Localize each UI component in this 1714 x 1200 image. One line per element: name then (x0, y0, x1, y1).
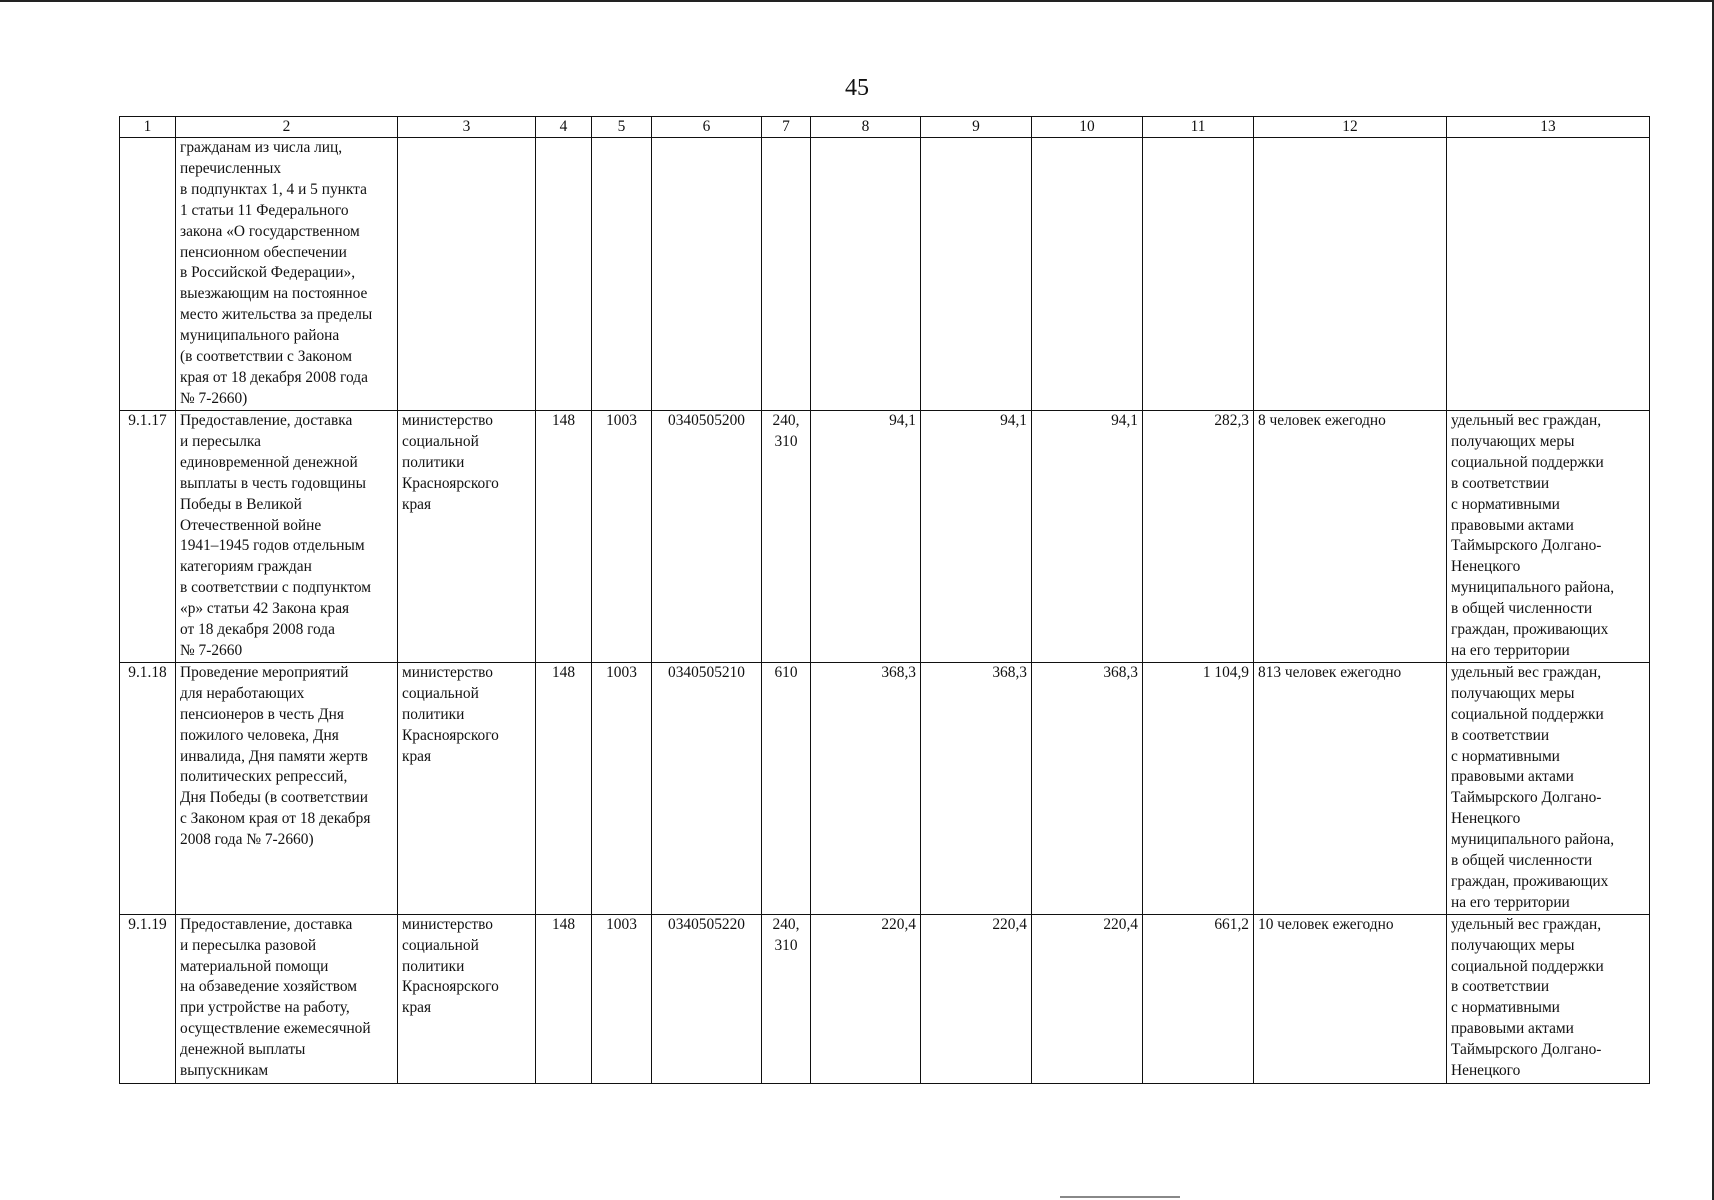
table-row-9-1-17 (120, 411, 1650, 663)
total-amount-cell: 282,3 (1143, 411, 1254, 663)
expected-result-cell: 10 человек ежегодно (1254, 914, 1447, 1083)
row-number-cell: 9.1.19 (120, 914, 176, 1083)
amount-cell (811, 138, 921, 411)
amount-cell: 94,1 (921, 411, 1032, 663)
row-number-cell: 9.1.18 (120, 662, 176, 914)
code-vr-cell: 610 (762, 662, 811, 914)
amount-cell: 94,1 (811, 411, 921, 663)
code-csr-cell: 0340505210 (652, 662, 762, 914)
column-header: 3 (398, 117, 536, 138)
table-row-9-1-18 (120, 662, 1650, 914)
total-amount-cell: 1 104,9 (1143, 662, 1254, 914)
amount-cell (1032, 138, 1143, 411)
indicator-cell: удельный вес граждан, получающих меры социальной поддержки в соответствии с нормативными правовыми актами Таймырского Долгано- Ненецкого (1447, 914, 1650, 1083)
code-gr-cell: 148 (536, 914, 592, 1083)
column-header: 8 (811, 117, 921, 138)
administrator-cell: министерство социальной политики Красноярского края (398, 914, 536, 1083)
column-header: 10 (1032, 117, 1143, 138)
administrator-cell: министерство социальной политики Красноярского края (398, 411, 536, 663)
code-gr-cell: 148 (536, 411, 592, 663)
expected-result-cell: 813 человек ежегодно (1254, 662, 1447, 914)
scan-artifact (1060, 1196, 1180, 1198)
activity-name-cell: гражданам из числа лиц, перечисленных в подпунктах 1, 4 и 5 пункта 1 статьи 11 Федерального закона «О государственном пенсионном обеспечении в Российской Федерации», выезжающим на постоянное место жительства за пределы муниципального района (в соответствии с Законом края от 18 декабря 2008 года № 7-2660) (176, 138, 398, 411)
administrator-cell (398, 138, 536, 411)
column-header: 9 (921, 117, 1032, 138)
indicator-cell: удельный вес граждан, получающих меры социальной поддержки в соответствии с нормативными правовыми актами Таймырского Долгано- Ненецкого муниципального района, в общей численности граждан, проживающих на его территории (1447, 662, 1650, 914)
column-header: 2 (176, 117, 398, 138)
code-csr-cell: 0340505220 (652, 914, 762, 1083)
column-header: 7 (762, 117, 811, 138)
amount-cell: 220,4 (921, 914, 1032, 1083)
column-header: 1 (120, 117, 176, 138)
indicator-cell (1447, 138, 1650, 411)
amount-cell: 368,3 (921, 662, 1032, 914)
code-rzpr-cell: 1003 (592, 411, 652, 663)
column-header: 4 (536, 117, 592, 138)
expected-result-cell: 8 человек ежегодно (1254, 411, 1447, 663)
activity-name-cell: Предоставление, доставка и пересылка разовой материальной помощи на обзаведение хозяйством при устройстве на работу, осуществление ежемесячной денежной выплаты выпускникам (176, 914, 398, 1083)
column-header: 13 (1447, 117, 1650, 138)
code-vr-cell (762, 138, 811, 411)
code-gr-cell: 148 (536, 662, 592, 914)
budget-table (119, 116, 1650, 1084)
table-row-9-1-19 (120, 914, 1650, 1083)
code-rzpr-cell: 1003 (592, 662, 652, 914)
expected-result-cell (1254, 138, 1447, 411)
code-vr-cell: 240, 310 (762, 411, 811, 663)
amount-cell: 220,4 (1032, 914, 1143, 1083)
code-csr-cell: 0340505200 (652, 411, 762, 663)
code-rzpr-cell (592, 138, 652, 411)
column-header: 12 (1254, 117, 1447, 138)
activity-name-cell: Проведение мероприятий для неработающих пенсионеров в честь Дня пожилого человека, Дня инвалида, Дня памяти жертв политических репрессий, Дня Победы (в соответствии с Законом края от 18 декабря 2008 года № 7-2660) (176, 662, 398, 914)
amount-cell: 368,3 (1032, 662, 1143, 914)
total-amount-cell: 661,2 (1143, 914, 1254, 1083)
administrator-cell: министерство социальной политики Красноярского края (398, 662, 536, 914)
code-rzpr-cell: 1003 (592, 914, 652, 1083)
table-row-continuation (120, 138, 1650, 411)
total-amount-cell (1143, 138, 1254, 411)
code-vr-cell: 240, 310 (762, 914, 811, 1083)
code-gr-cell (536, 138, 592, 411)
activity-name-cell: Предоставление, доставка и пересылка единовременной денежной выплаты в честь годовщины Победы в Великой Отечественной войне 1941–1945 годов отдельным категориям граждан в соответствии с подпунктом «р» статьи 42 Закона края от 18 декабря 2008 года № 7-2660 (176, 411, 398, 663)
page-number: 45 (845, 75, 869, 101)
amount-cell (921, 138, 1032, 411)
indicator-cell: удельный вес граждан, получающих меры социальной поддержки в соответствии с нормативными правовыми актами Таймырского Долгано- Ненецкого муниципального района, в общей численности граждан, проживающих на его территории (1447, 411, 1650, 663)
column-number-row (120, 117, 1650, 138)
amount-cell: 368,3 (811, 662, 921, 914)
column-header: 11 (1143, 117, 1254, 138)
code-csr-cell (652, 138, 762, 411)
column-header: 5 (592, 117, 652, 138)
row-number-cell: 9.1.17 (120, 411, 176, 663)
row-number-cell (120, 138, 176, 411)
amount-cell: 94,1 (1032, 411, 1143, 663)
column-header: 6 (652, 117, 762, 138)
amount-cell: 220,4 (811, 914, 921, 1083)
